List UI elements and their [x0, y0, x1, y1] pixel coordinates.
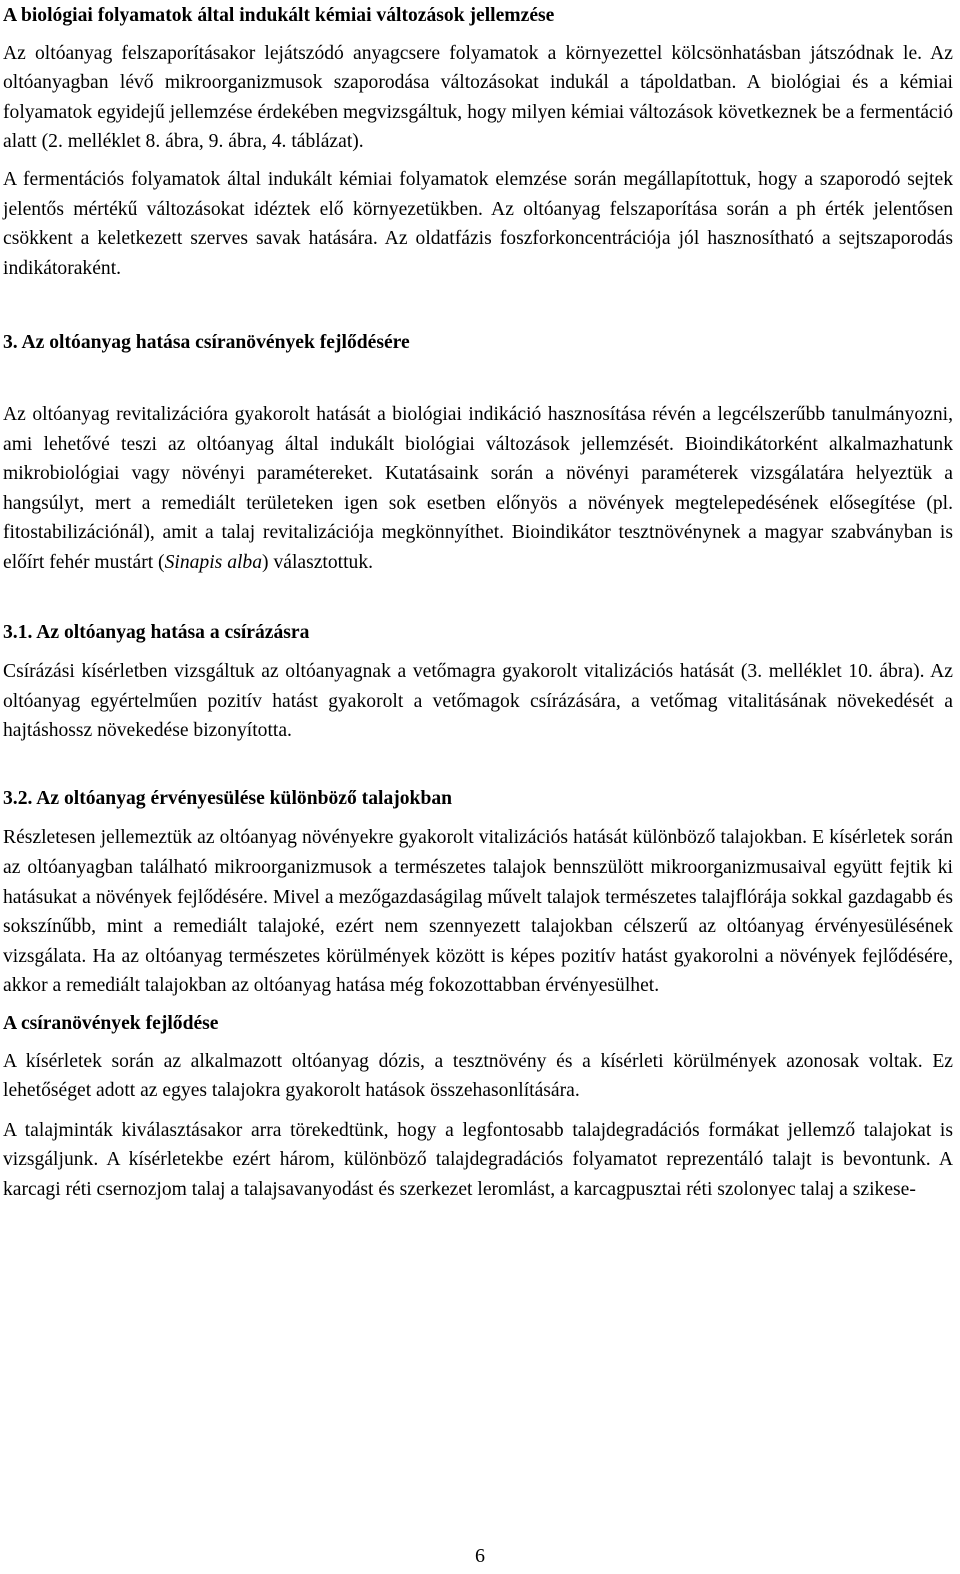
- section-heading-3-1: 3.1. Az oltóanyag hatása a csírázásra: [3, 621, 310, 643]
- paragraph-text: ) választottuk.: [262, 551, 374, 573]
- section-heading: A biológiai folyamatok által indukált kémiai változások jellemzése: [3, 5, 555, 26]
- section-heading-3: 3. Az oltóanyag hatása csíranövények fejlődésére: [3, 332, 410, 354]
- subheading: A csíranövények fejlődése: [3, 1013, 219, 1035]
- species-name: Sinapis alba: [164, 551, 263, 573]
- paragraph: A fermentációs folyamatok által indukált kémiai folyamatok elemzése során megállapítottuk, hogy a szaporodó sejtek jelentős mértékű változásokat idéztek elő környezetükben. Az oltóanyag felszaporítása során a ph érték jelentősen csökkent a keletkezett szerves savak hatására. Az oldatfázis foszforkoncentrációja jól hasznosítható a sejtszaporodás indikátoraként.: [3, 168, 953, 279]
- paragraph: Részletesen jellemeztük az oltóanyag növényekre gyakorolt vitalizációs hatását különböző talajokban. E kísérletek során az oltóanyagban található mikroorganizmusok a természetes talajok bennszülött mikroorganizmusaival együtt fejtik ki hatásukat a növények fejlődésére. Mivel a mezőgazdaságilag művelt talajok természetes talajflórája sokkal gazdagabb és sokszínűbb, mint a remediált talajoké, ezért nem szennyezett talajokban célszerű az oltóanyag érvényesülésének vizsgálata. Ha az oltóanyag természetes körülmények között is képes pozitív hatást gyakorolni a növények fejlődésére, akkor a remediált talajokban az oltóanyag hatása még fokozottabban érvényesülhet.: [3, 827, 953, 997]
- section-heading-3-2: 3.2. Az oltóanyag érvényesülése különböző talajokban: [3, 787, 453, 809]
- page-number: 6: [475, 1545, 485, 1567]
- paragraph: Az oltóanyag felszaporításakor lejátszódó anyagcsere folyamatok a környezettel kölcsönhatásban játszódnak le. Az oltóanyagban lévő mikroorganizmusok szaporodása változásokat indukál a tápoldatban. A biológiai és a kémiai folyamatok egyidejű jellemzése érdekében megvizsgáltuk, hogy milyen kémiai változások következnek be a fermentáció alatt (2. melléklet 8. ábra, 9. ábra, 4. táblázat).: [3, 42, 953, 153]
- paragraph-with-species: [3, 400, 953, 578]
- paragraph: A talajminták kiválasztásakor arra törekedtünk, hogy a legfontosabb talajdegradációs formákat jellemző talajokat is vizsgáljunk. A kísérletekbe ezért három, különböző talajdegradációs folyamatot reprezentáló talajt is bevontunk. A karcagi réti csernozjom talaj a talajsavanyodást és szerkezet leromlást, a karcagpusztai réti szolonyec talaj a szikese-: [3, 1119, 953, 1200]
- paragraph: A kísérletek során az alkalmazott oltóanyag dózis, a tesztnövény és a kísérleti körülmények azonosak voltak. Ez lehetőséget adott az egyes talajokra gyakorolt hatások összehasonlítására.: [3, 1050, 953, 1102]
- paragraph-text: Az oltóanyag revitalizációra gyakorolt hatását a biológiai indikáció hasznosítása révén a legcélszerűbb tanulmányozni, ami lehetővé teszi az oltóanyag által indukált biológiai változások jellemzését. Bioindikátorként alkalmazhatunk mikrobiológiai vagy növényi paramétereket. Kutatásaink során a növényi paraméterek vizsgálatára helyeztük a hangsúlyt, mert a remediált területeken igen sok esetben előnyös a növények megtelepedésének elősegítése (pl. fitostabilizációnál), amit a talaj revitalizációja megkönnyíthet. Bioindikátor tesztnövénynek a magyar szabványban is előírt fehér mustárt (: [3, 403, 953, 573]
- document-page: [3, 0, 953, 1205]
- paragraph: Csírázási kísérletben vizsgáltuk az oltóanyagnak a vetőmagra gyakorolt vitalizációs hatását (3. melléklet 10. ábra). Az oltóanyag egyértelműen pozitív hatást gyakorolt a vetőmagok csírázására, a vetőmag vitalitásának növekedését a hajtáshossz növekedése bizonyította.: [3, 661, 953, 742]
